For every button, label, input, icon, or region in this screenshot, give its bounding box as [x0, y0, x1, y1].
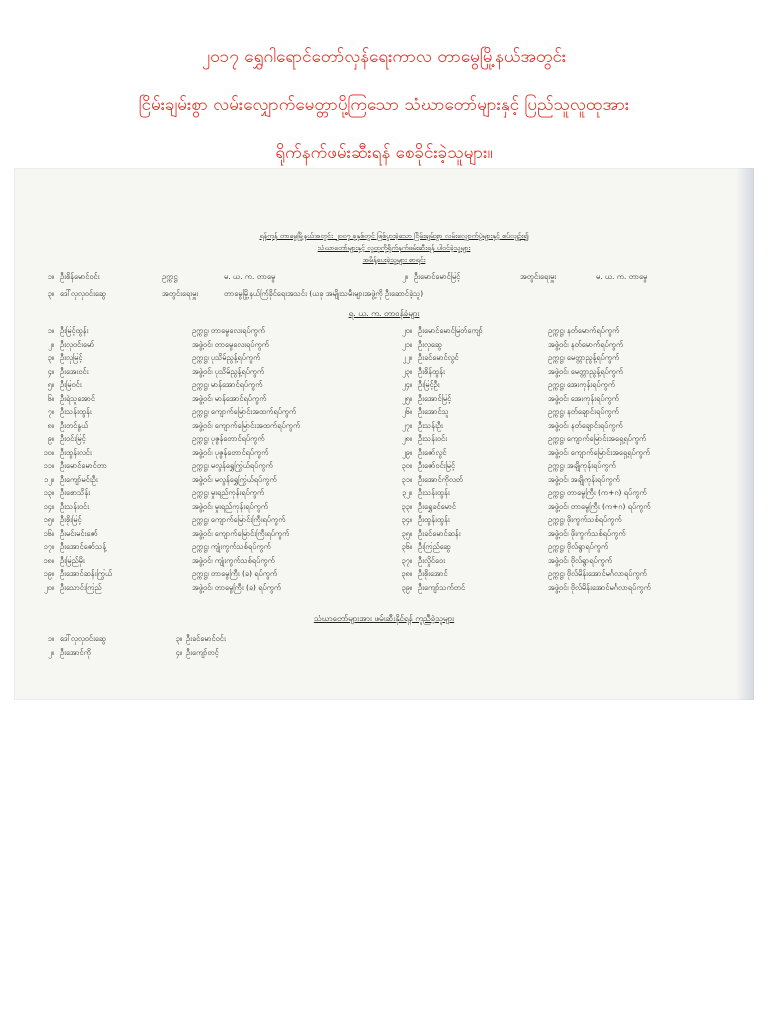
official-name: ဦးရွှေခင်မောင် — [418, 501, 457, 511]
official-name: ဦးအောင်ဆန်းကြွယ် — [60, 569, 113, 578]
row-number: ၁၁။ — [43, 461, 54, 470]
row-number: ၁၂။ — [43, 474, 54, 484]
official-position: ဥက္ကဋ္ဌ၊ နတ်မောက်ရပ်ကွက် — [548, 326, 620, 335]
row-number: ၃၃။ — [401, 501, 412, 511]
official-name: ဦးသန်းဝင်း — [60, 501, 89, 511]
official-name: ဦးစိန်ထွန်း — [418, 366, 445, 376]
official-name: ဦးအောင်သူ — [418, 407, 449, 416]
official-position: ဥက္ကဋ္ဌ၊ ကျောက်မြောင်းအထက်ရပ်ကွက် — [192, 407, 297, 416]
row-number: ၉။ — [47, 434, 54, 443]
row-number: ၃၄။ — [401, 515, 412, 524]
official-name: ဦးသန်းထွန်း — [418, 488, 450, 497]
row-number: ၁၆။ — [43, 528, 54, 538]
official-position: ဥက္ကဋ္ဌ၊ ဗိုလ်ရွာရပ်ကွက် — [548, 542, 609, 551]
row-number: ၁၀။ — [43, 447, 54, 457]
official-name: ဦးလှိုင်ဝေး — [418, 555, 446, 565]
row-number: ၃၆။ — [401, 542, 412, 551]
official-name: ဦးသန်းဦး — [418, 420, 443, 430]
person-name: ဦးမောင်မောင်မြင့် — [414, 272, 461, 281]
row-number: ၃၁။ — [401, 474, 412, 484]
official-position: အဖွဲ့ဝင်၊ တာမွေကြီး (က+ဂ) ရပ်ကွက် — [548, 501, 651, 511]
intro-line-3: အမိန့်ပေးခဲ့သူများ စာရင်း — [362, 256, 426, 264]
official-position: အဖွဲ့ဝင်၊ မလွန်ရွှေကြွယ်ရပ်ကွက် — [192, 474, 277, 484]
row-number: ၈။ — [47, 420, 54, 430]
heading-line-1: ၂၀၁၇ ရွှေဂါရောင်တော်လှန်ရေးကာလ တာမွေမြို့နယ်အတွင်း — [201, 47, 567, 67]
official-name: ဦးကျော်မင်းဦး — [60, 474, 98, 484]
section-title-ward-officials — [14, 308, 754, 320]
row-number: ၂၈။ — [401, 434, 412, 443]
official-name: ဦးဇော်ဝင်းမြင့် — [418, 461, 456, 470]
row-number: ၂၁။ — [401, 339, 412, 349]
leader-row — [14, 272, 754, 288]
official-position: အဖွဲ့ဝင်၊ ကျောက်မြောင်းအထက်ရပ်ကွက် — [192, 420, 301, 430]
leader-row — [14, 289, 754, 305]
row-number: ၃၉။ — [401, 582, 412, 592]
document-intro — [74, 230, 714, 266]
official-name: ဦးအေးဝင်း — [60, 366, 89, 376]
section-title-text: ရ. ယ. က. တာဝန်ခံများ — [348, 309, 420, 318]
official-name: ဦးဝင်းမြင့် — [60, 434, 86, 443]
heading-line-3: ရိုက်နက်ဖမ်းဆီးရန် စေခိုင်းခဲ့သူများ။ — [275, 143, 493, 163]
official-name: ဦးအောင်ကိုလတ် — [418, 474, 463, 484]
official-position: ဥက္ကဋ္ဌ၊ တာမွေကြီး (က+ဂ) ရပ်ကွက် — [548, 488, 647, 497]
official-name: ဦးခင်မောင်ဆန်း — [418, 528, 461, 538]
row-number: ၁၇။ — [43, 542, 54, 551]
row-number: ၂။ — [48, 339, 54, 349]
official-position: အဖွဲ့ဝင်၊ ကျောက်မြောင်းအရှေ့ရပ်ကွက် — [548, 447, 651, 457]
row-number: ၂။ — [402, 272, 408, 281]
official-position: အဖွဲ့ဝင်၊ ပုသိမ်ညွန့်ရပ်ကွက် — [192, 366, 265, 376]
official-name: ဦးလှဆွေ — [418, 339, 442, 349]
official-name: ဦးမောင်မောင်တာ — [60, 461, 107, 470]
row-number: ၁။ — [47, 634, 54, 643]
row-number: ၁၃။ — [43, 488, 54, 497]
row-number: ၃၀။ — [401, 461, 412, 470]
row-number: ၁၈။ — [43, 555, 54, 565]
official-position: အဖွဲ့ဝင်၊ ဗိုလ်မိန်းအောင်မင်္ဂလာရပ်ကွက် — [548, 582, 651, 592]
row-number: ၂၃။ — [401, 366, 412, 376]
row-number: ၁။ — [47, 272, 54, 281]
official-position: ဥက္ကဋ္ဌ၊ ကျောက်မြောင်းအရှေ့ရပ်ကွက် — [548, 434, 647, 443]
official-position: ဥက္ကဋ္ဌ၊ တာမွေလေးရပ်ကွက် — [192, 326, 266, 335]
scanned-document — [14, 168, 754, 700]
official-position: ဥက္ကဋ္ဌ၊ နတ်ချောင်းရပ်ကွက် — [548, 407, 619, 416]
official-name: ဦးသန်းထွန်း — [60, 407, 92, 416]
official-position: အဖွဲ့ဝင်၊ မှုးရည်ကုန်းရပ်ကွက် — [192, 501, 269, 511]
row-number: ၃၈။ — [401, 569, 412, 578]
official-name: ဦးကျော်သက်တင် — [418, 582, 466, 592]
row-number: ၄။ — [175, 648, 182, 657]
official-name: ဦးရဲသူအောင် — [60, 393, 96, 403]
person-name: ဦးစိန်မောင်ဝင်း — [60, 272, 100, 281]
official-position: ဥက္ကဋ္ဌ၊ မာန်အောင်ရပ်ကွက် — [192, 380, 263, 389]
official-name: ဦးမင်းမင်းဇော် — [60, 528, 98, 538]
official-name: ဦးမြဝင်း — [60, 380, 82, 389]
person-organization: မ. ယ. က. တာမွေ — [596, 272, 648, 281]
official-position: အဖွဲ့ဝင်၊ ပုဇွန်တောင်ရပ်ကွက် — [192, 447, 269, 457]
official-name: ဦးမြည်မိုး — [60, 555, 85, 565]
row-number: ၅။ — [47, 380, 54, 389]
official-name: ဦးလှမြင့် — [60, 353, 83, 362]
row-number: ၁၄။ — [43, 501, 54, 511]
official-position: ဥက္ကဋ္ဌ၊ မေတ္တာညွန့်ရပ်ကွက် — [548, 353, 620, 362]
section-title-helpers — [14, 613, 754, 625]
official-position: ဥက္ကဋ္ဌ၊ ဗိုလ်မိန်းအောင်မင်္ဂလာရပ်ကွက် — [548, 569, 647, 578]
official-position: အဖွဲ့ဝင်၊ တာမွေလေးရပ်ကွက် — [192, 339, 269, 349]
official-position: အဖွဲ့ဝင်၊ မာန်အောင်ရပ်ကွက် — [192, 393, 267, 403]
official-position: အဖွဲ့ဝင်၊ ကျောက်မြောင်းကြီးရပ်ကွက် — [192, 528, 290, 538]
official-name: ဦးမြင့်ဦး — [418, 380, 440, 389]
official-position: ဥက္ကဋ္ဌ၊ ပုသိမ်ညွန့်ရပ်ကွက် — [192, 353, 261, 362]
official-position: အဖွဲ့ဝင်၊ နတ်မောက်ရပ်ကွက် — [548, 339, 624, 349]
row-number: ၃၂။ — [401, 488, 412, 497]
official-name: ဦးတင်နွယ် — [60, 420, 89, 430]
official-position: အဖွဲ့ဝင်၊ ဗိုလ်ရွာရပ်ကွက် — [548, 555, 613, 565]
row-number: ၂၀။ — [43, 582, 54, 592]
person-organization: မ. ယ. က. တာမွေ — [224, 272, 276, 281]
official-position: ဥက္ကဋ္ဌ၊ အချိုကုန်းရပ်ကွက် — [548, 461, 616, 470]
row-number: ၇။ — [47, 407, 54, 416]
row-number: ၃၅။ — [401, 528, 412, 538]
intro-line-1: ရန်ကုန် တာမွေမြို့နယ်အတွင်း ၂၀၀၇ ခုနှစ်တွင် ဖြစ်ပွားခဲ့သော ငြိမ်းချမ်းစွာ လမ်းလျှောက်ပွဲများနှင့် စပ်လျဉ်း၍ — [259, 232, 529, 240]
official-name: ဦးစိုးအောင် — [418, 569, 448, 578]
official-name: ဦးမောင်မောင်မြတ်ကျော် — [418, 326, 483, 335]
official-position: အဖွဲ့ဝင်၊ နတ်ချောင်းရပ်ကွက် — [548, 420, 623, 430]
row-number: ၁၉။ — [43, 569, 54, 578]
row-number: ၃။ — [47, 353, 54, 362]
official-position: ဥက္ကဋ္ဌ၊ ပုဇွန်တောင်ရပ်ကွက် — [192, 434, 265, 443]
official-position: အဖွဲ့ဝင်၊ အေးကုန်းရပ်ကွက် — [548, 393, 620, 403]
official-name: ဦးသောင်းကြည် — [60, 582, 102, 592]
row-number: ၃။ — [175, 634, 182, 643]
official-name: ဦးမြင့်ထွန်း — [60, 326, 89, 335]
row-number: ၂၂။ — [402, 353, 412, 362]
official-position: ဥက္ကဋ္ဌ၊ မှုးရည်ကုန်းရပ်ကွက် — [192, 488, 265, 497]
official-name: ဦးသန်းဝင်း — [418, 434, 447, 443]
official-name: ဦးလှဝင်းမော် — [60, 339, 95, 349]
helper-row — [14, 648, 754, 664]
row-number: ၄။ — [47, 366, 54, 376]
official-position: ဥက္ကဋ္ဌ၊ ကျောက်မြောင်းကြီးရပ်ကွက် — [192, 515, 286, 524]
official-position: အဖွဲ့ဝင်၊ ကျုံးကွက်သစ်ရပ်ကွက် — [192, 555, 275, 565]
person-name: ဒေါ်လှလှဝင်းဆွေ — [60, 289, 106, 298]
heading-line-2: ငြိမ်းချမ်းစွာ လမ်းလျှောက်မေတ္တာပို့ကြသော သံဃာတော်များနှင့် ပြည်သူလူထုအား — [138, 95, 630, 115]
row-number: ၂။ — [48, 648, 54, 657]
row-number: ၃။ — [47, 289, 54, 298]
row-number: ၂၀။ — [401, 326, 412, 335]
official-position: အဖွဲ့ဝင်၊ အချိုကုန်းရပ်ကွက် — [548, 474, 620, 484]
official-position: ဥက္ကဋ္ဌ၊ တာမွေကြီး (ခ) ရပ်ကွက် — [192, 569, 278, 578]
intro-line-2: သံဃာတော်များနှင့် လူထုကိုရိုက်နက်ဖမ်းဆီးရန် ပါဝင်ခဲ့သူများ — [317, 244, 471, 252]
person-title: အတွင်းရေးမှူး — [520, 272, 557, 281]
official-name: ဦးအောင်မြင့် — [418, 393, 452, 403]
official-row — [14, 583, 754, 599]
row-number: ၂၅။ — [401, 393, 412, 403]
official-position: ဥက္ကဋ္ဌ၊ အေးကုန်းရပ်ကွက် — [548, 380, 616, 389]
helper-name: ဒေါ်လှလှဝင်းဆွေ — [60, 634, 106, 643]
section-title-text: သံဃာတော်များအား ဖမ်းဆီးနိုင်ရန် ကူညီခဲ့သူများ — [313, 614, 455, 623]
official-position: ဥက္ကဋ္ဌ၊ မလွန်ရွှေကြွယ်ရပ်ကွက် — [192, 461, 273, 470]
person-organization: တာမွေမြို့နယ်ကြံခိုင်ရေးအသင်း (ယခု အမျိုးသမီးများအဖွဲ့ကို ဦးဆောင်ခဲ့သူ) — [224, 289, 424, 298]
helper-name: ဦးခင်မောင်ဝင်း — [186, 634, 226, 643]
official-name: ဦးထွန်းလင်း — [60, 447, 92, 457]
row-number: ၂၆။ — [401, 407, 412, 416]
official-position: ဥက္ကဋ္ဌ၊ ဖိုးကွက်သစ်ရပ်ကွက် — [548, 515, 622, 524]
official-position: အဖွဲ့ဝင်၊ ဖိုးကွက်သစ်ရပ်ကွက် — [548, 528, 626, 538]
row-number: ၆။ — [47, 393, 54, 403]
helper-name: ဦးကျော်တင့် — [186, 648, 219, 657]
official-name: ဦးထွန်းထွန်း — [418, 515, 450, 524]
official-position: အဖွဲ့ဝင်၊ တာမွေကြီး (ခ) ရပ်ကွက် — [192, 582, 282, 592]
official-name: ဦးစိုးမြင့် — [60, 515, 82, 524]
official-name: ဦးကြည်ဆွေ — [418, 542, 451, 551]
official-name: ဦးဇော်လွင် — [418, 447, 447, 457]
official-name: ဦးအောင်ဇော်သန့် — [60, 542, 107, 551]
helper-name: ဦးအောင်ကို — [60, 648, 91, 657]
official-position: အဖွဲ့ဝင်၊ မေတ္တာညွန့်ရပ်ကွက် — [548, 366, 624, 376]
row-number: ၂၉။ — [401, 447, 412, 457]
row-number: ၂၇။ — [401, 420, 412, 430]
official-name: ဦးခင်မောင်လွင် — [418, 353, 459, 362]
row-number: ၁၅။ — [43, 515, 54, 524]
official-position: ဥက္ကဋ္ဌ၊ ကျုံးကွက်သစ်ရပ်ကွက် — [192, 542, 271, 551]
row-number: ၁။ — [47, 326, 54, 335]
row-number: ၃၇။ — [401, 555, 412, 565]
person-title: ဥက္ကဋ္ဌ — [162, 272, 178, 281]
person-title: အတွင်းရေးမှူး — [162, 289, 199, 298]
row-number: ၂၄။ — [401, 380, 412, 389]
official-name: ဦးစောသိန်း — [60, 488, 91, 497]
